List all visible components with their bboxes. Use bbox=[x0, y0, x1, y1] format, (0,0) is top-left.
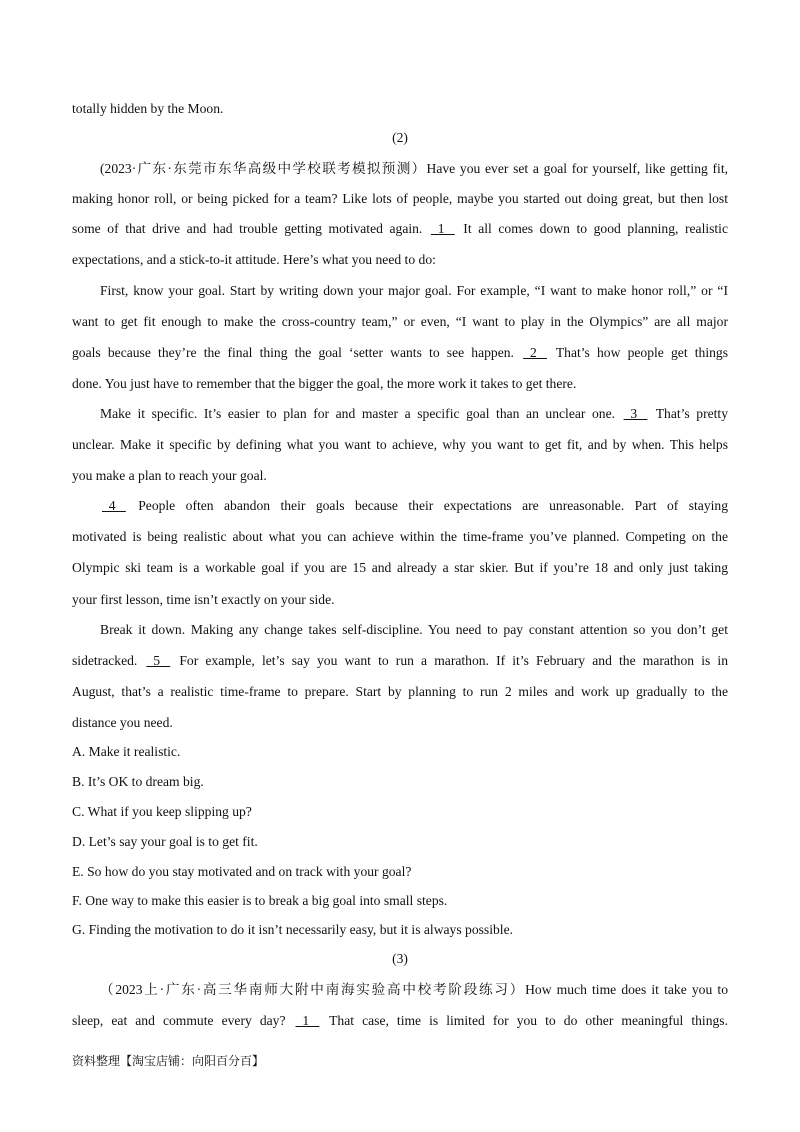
text-line bbox=[72, 344, 728, 362]
answer-blank: 1 bbox=[430, 221, 455, 236]
answer-blank: 4 bbox=[102, 498, 126, 513]
section-number: (3) bbox=[392, 951, 408, 966]
text-line: G. Finding the motivation to do it isn’t necessarily easy, but it is always possible. bbox=[72, 922, 513, 937]
text-line: Break it down. Making any change takes self-discipline. You need to pay constant attention so you don’t get bbox=[100, 622, 728, 637]
text-line: distance you need. bbox=[72, 715, 173, 730]
answer-blank: 5 bbox=[146, 653, 171, 668]
text-run: That’s pretty bbox=[649, 406, 728, 421]
text-line: E. So how do you stay motivated and on track with your goal? bbox=[72, 864, 412, 879]
text-line: First, know your goal. Start by writing down your major goal. For example, “I want to make honor roll,” or “I bbox=[100, 283, 728, 298]
section-number: (2) bbox=[392, 130, 408, 145]
text-line: F. One way to make this easier is to break a big goal into small steps. bbox=[72, 893, 448, 908]
text-line bbox=[72, 1012, 728, 1030]
text-line: done. You just have to remember that the bigger the goal, the more work it takes to get there. bbox=[72, 376, 577, 391]
text-line: your first lesson, time isn’t exactly on your side. bbox=[72, 592, 335, 607]
text-line: making honor roll, or being picked for a team? Like lots of people, maybe you started out doing great, but then lost bbox=[72, 191, 728, 206]
answer-blank: 3 bbox=[623, 406, 648, 421]
text-run: It all comes down to good planning, realistic bbox=[456, 221, 728, 236]
text-line bbox=[100, 497, 728, 515]
text-run: sidetracked. bbox=[72, 653, 145, 668]
text-line: want to get fit enough to make the cross-country team,” or even, “I want to play in the Olympics” are all major bbox=[72, 314, 728, 329]
text-run: sleep, eat and commute every day? bbox=[72, 1013, 294, 1028]
text-line bbox=[72, 652, 728, 670]
answer-blank: 2 bbox=[523, 345, 547, 360]
answer-blank: 1 bbox=[295, 1013, 320, 1028]
text-line: you make a plan to reach your goal. bbox=[72, 468, 267, 483]
text-line: D. Let’s say your goal is to get fit. bbox=[72, 834, 258, 849]
text-run: Make it specific. It’s easier to plan for and master a specific goal than an unclear one. bbox=[100, 406, 622, 421]
text-run: goals because they’re the final thing the goal ‘setter wants to see happen. bbox=[72, 345, 522, 360]
text-line: （2023上·广东·高三华南师大附中南海实验高中校考阶段练习）How much time does it take you to bbox=[100, 982, 728, 997]
text-run: For example, let’s say you want to run a marathon. If it’s February and the marathon is in bbox=[172, 653, 728, 668]
text-line: August, that’s a realistic time-frame to prepare. Start by planning to run 2 miles and work up gradually to the bbox=[72, 684, 728, 699]
text-line: motivated is being realistic about what you can achieve within the time-frame you’ve planned. Competing on the bbox=[72, 529, 728, 544]
text-line: A. Make it realistic. bbox=[72, 744, 181, 759]
text-line bbox=[72, 220, 728, 238]
footer-note: 资料整理【淘宝店铺：向阳百分百】 bbox=[72, 1054, 265, 1068]
text-run: That’s how people get things bbox=[548, 345, 728, 360]
text-line: Olympic ski team is a workable goal if you are 15 and already a star skier. But if you’re 18 and only just taking bbox=[72, 560, 728, 575]
text-run: some of that drive and had trouble getting motivated again. bbox=[72, 221, 429, 236]
text-line: expectations, and a stick-to-it attitude. Here’s what you need to do: bbox=[72, 252, 436, 267]
text-run: People often abandon their goals because their expectations are unreasonable. Part of staying bbox=[127, 498, 728, 513]
text-run: That case, time is limited for you to do other meaningful things. bbox=[321, 1013, 728, 1028]
text-line: unclear. Make it specific by defining what you want to achieve, why you want to get fit, and by when. This helps bbox=[72, 437, 728, 452]
text-line bbox=[100, 405, 728, 423]
text-line: C. What if you keep slipping up? bbox=[72, 804, 252, 819]
text-line: totally hidden by the Moon. bbox=[72, 101, 224, 116]
text-line: B. It’s OK to dream big. bbox=[72, 774, 204, 789]
text-line: (2023·广东·东莞市东华高级中学校联考模拟预测）Have you ever set a goal for yourself, like getting fit, bbox=[100, 161, 728, 176]
